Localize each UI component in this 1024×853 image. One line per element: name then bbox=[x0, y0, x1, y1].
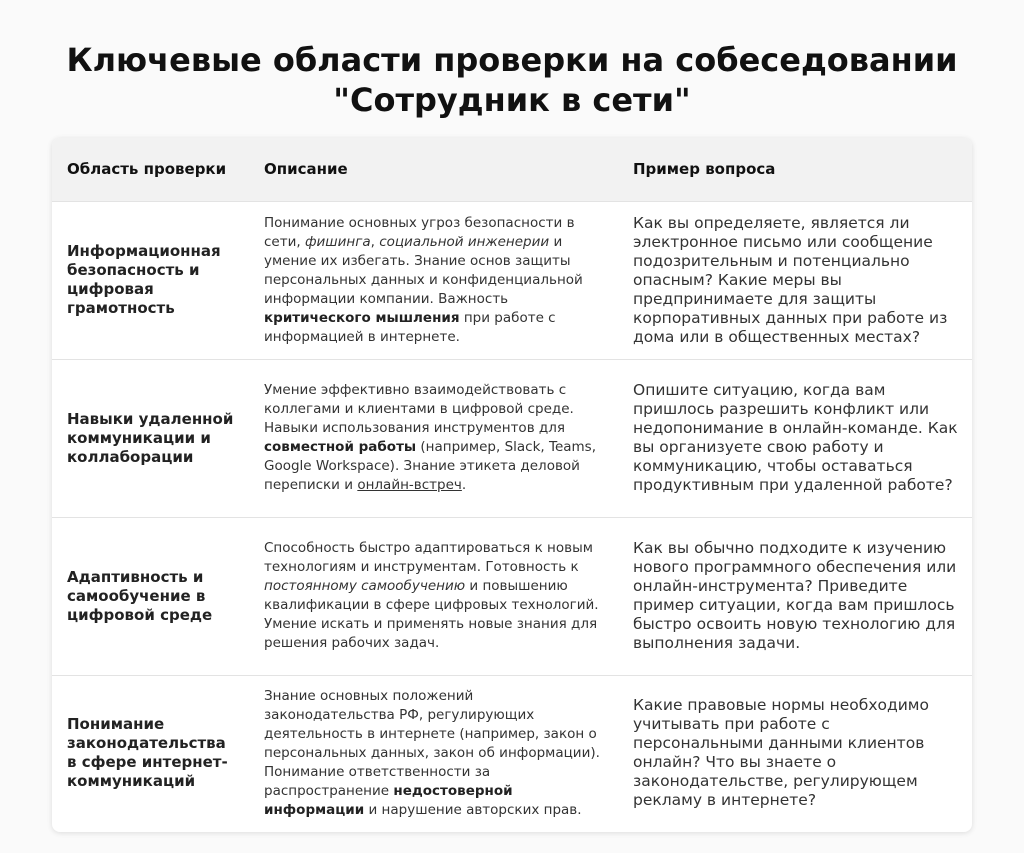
page-title-line-1: Ключевые области проверки на собеседовании bbox=[66, 41, 958, 79]
description-emphasis: фишинга bbox=[304, 233, 371, 250]
description-text: и нарушение авторских прав. bbox=[364, 801, 582, 818]
area-cell: Навыки удаленной коммуникации и коллаборации bbox=[67, 409, 234, 466]
description-text: и повышению квалификации в сфере цифровых технологий. Умение искать и применять новые знания для решения рабочих задач. bbox=[264, 578, 599, 651]
description-cell bbox=[250, 201, 617, 359]
description-text: и умение их избегать. Знание основ защиты персональных данных и конфиденциальной информации компании. Важность bbox=[264, 233, 583, 307]
description-text: Знание основных положений законодательства РФ, регулирующих деятельность в интернете (например, закон о персональных данных, закон об информации). Понимание ответственности за распространение bbox=[264, 687, 600, 799]
question-cell: Как вы определяете, является ли электронное письмо или сообщение подозрительным и потенциально опасным? Какие меры вы предпринимаете для защиты корпоративных данных при работе из дома или в общественных местах? bbox=[633, 213, 948, 346]
table-card bbox=[52, 138, 972, 832]
question-cell: Как вы обычно подходите к изучению нового программного обеспечения или онлайн-инструмента? Приведите пример ситуации, когда вам пришлось быстро освоить новую технологию для выполнения задачи. bbox=[633, 539, 957, 652]
table-row bbox=[52, 675, 972, 831]
description-cell bbox=[250, 675, 617, 831]
description-underline: онлайн-встреч bbox=[357, 477, 462, 493]
question-cell: Какие правовые нормы необходимо учитывать при работе с персональными данными клиентов онлайн? Что вы знаете о законодательстве, регулирующем рекламу в интернете? bbox=[633, 696, 929, 810]
description-text: при работе с информацией в интернете. bbox=[264, 309, 556, 345]
question-cell: Опишите ситуацию, когда вам пришлось разрешить конфликт или недопонимание в онлайн-команде. Как вы организуете свою работу и коммуникацию, чтобы оставаться продуктивным при удаленной работе? bbox=[633, 381, 958, 494]
table-row bbox=[52, 359, 972, 517]
description-emphasis: социальной инженерии bbox=[379, 233, 550, 250]
description-text: , bbox=[370, 233, 380, 250]
page-title bbox=[0, 40, 1024, 120]
column-header-description: Описание bbox=[250, 138, 617, 201]
description-text: Понимание основных угроз безопасности в сети, bbox=[264, 214, 575, 250]
table-header bbox=[52, 138, 972, 201]
page-title-line-2: "Сотрудник в сети" bbox=[333, 81, 691, 119]
column-header-area: Область проверки bbox=[52, 138, 250, 201]
description-text: (например, Slack, Teams, Google Workspace). Знание этикета деловой переписки и bbox=[264, 439, 596, 493]
table-header-row bbox=[52, 138, 972, 201]
table-row bbox=[52, 201, 972, 359]
description-strong: недостоверной информации bbox=[264, 782, 513, 818]
description-cell bbox=[250, 517, 617, 675]
table-body bbox=[52, 201, 972, 831]
description-strong: совместной работы bbox=[264, 439, 417, 455]
description-text: Способность быстро адаптироваться к новым технологиям и инструментам. Готовность к bbox=[264, 540, 593, 575]
area-cell: Адаптивность и самообучение в цифровой среде bbox=[67, 567, 213, 624]
column-header-question: Пример вопроса bbox=[617, 138, 972, 201]
description-emphasis: постоянному самообучению bbox=[264, 578, 466, 594]
area-cell: Понимание законодательства в сфере интернет-коммуникаций bbox=[67, 715, 228, 791]
interview-areas-table bbox=[52, 138, 972, 831]
description-strong: критического мышления bbox=[264, 309, 460, 326]
table-row bbox=[52, 517, 972, 675]
description-text: Умение эффективно взаимодействовать с коллегами и клиентами в цифровой среде. Навыки использования инструментов для bbox=[264, 382, 574, 436]
description-cell bbox=[250, 359, 617, 517]
area-cell: Информационная безопасность и цифровая грамотность bbox=[67, 242, 221, 317]
description-text: . bbox=[461, 477, 467, 493]
